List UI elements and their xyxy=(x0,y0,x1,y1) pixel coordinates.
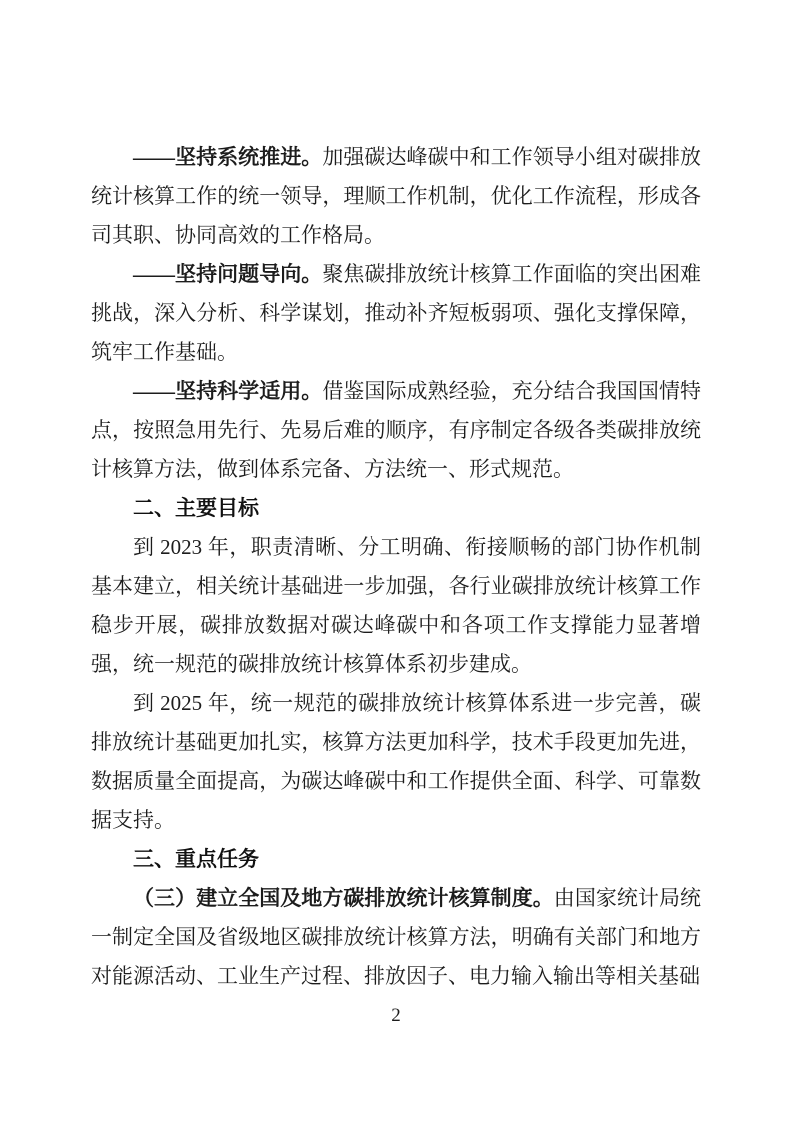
paragraph-lead-emphasis: ——坚持科学适用。 xyxy=(133,379,323,403)
section-heading xyxy=(91,840,701,879)
paragraph-text: 由国家统计局统一制定全国及省级地区碳排放统计核算方法，明确有关部门和地方对能源活动、工业生产过程、排放因子、电力输入输出等相关基础 xyxy=(91,886,702,988)
paragraph xyxy=(91,138,701,255)
paragraph-text: 到 2023 年，职责清晰、分工明确、衔接顺畅的部门协作机制基本建立，相关统计基础进一步加强，各行业碳排放统计核算工作稳步开展，碳排放数据对碳达峰碳中和各项工作支撑能力显著增强，统一规范的碳排放统计核算体系初步建成。 xyxy=(91,535,701,676)
heading-text: 三、重点任务 xyxy=(133,848,259,871)
paragraph xyxy=(91,879,701,996)
paragraph-lead-emphasis: （三）建立全国及地方碳排放统计核算制度。 xyxy=(133,886,554,910)
paragraph-lead-emphasis: ——坚持系统推进。 xyxy=(133,145,323,169)
section-heading xyxy=(91,489,701,528)
paragraph-text: 借鉴国际成熟经验，充分结合我国国情特点，按照急用先行、先易后难的顺序，有序制定各级各类碳排放统计核算方法，做到体系完备、方法统一、形式规范。 xyxy=(91,379,702,481)
page-number: 2 xyxy=(391,1005,401,1026)
paragraph-text: 到 2025 年，统一规范的碳排放统计核算体系进一步完善，碳排放统计基础更加扎实，核算方法更加科学，技术手段更加先进，数据质量全面提高，为碳达峰碳中和工作提供全面、科学、可靠数据支持。 xyxy=(91,691,701,832)
paragraph-text: 聚焦碳排放统计核算工作面临的突出困难挑战，深入分析、科学谋划，推动补齐短板弱项、强化支撑保障，筑牢工作基础。 xyxy=(91,262,702,364)
paragraph-text: 加强碳达峰碳中和工作领导小组对碳排放统计核算工作的统一领导，理顺工作机制，优化工作流程，形成各司其职、协同高效的工作格局。 xyxy=(91,145,702,247)
paragraph xyxy=(91,684,701,840)
paragraph xyxy=(91,528,701,684)
paragraph xyxy=(91,255,701,372)
document-body xyxy=(91,138,701,996)
paragraph-lead-emphasis: ——坚持问题导向。 xyxy=(133,262,323,286)
heading-text: 二、主要目标 xyxy=(133,497,259,520)
paragraph xyxy=(91,372,701,489)
